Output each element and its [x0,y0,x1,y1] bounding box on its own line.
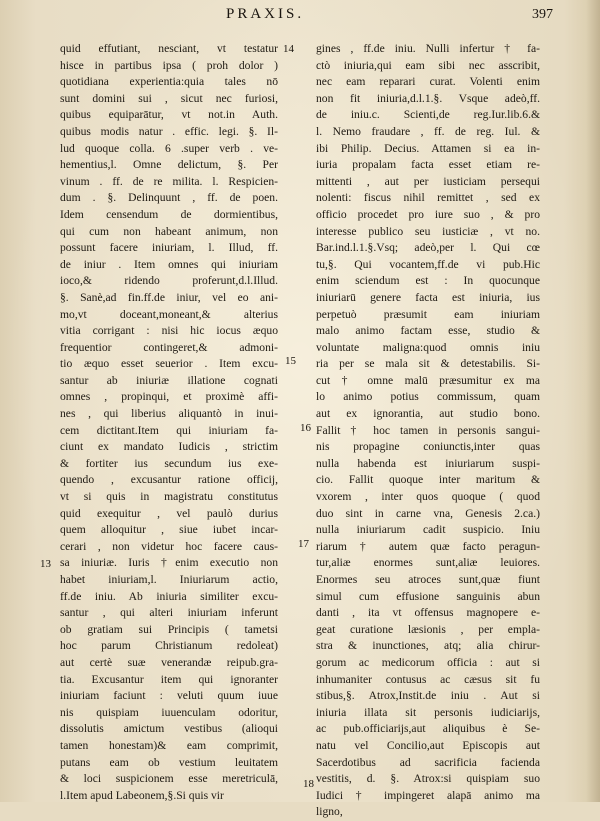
text-line: & loci suspicionem esse meretriculā, [60,772,278,786]
text-line: dissolutis amictum vestibus (alioqui [60,722,278,736]
text-line: vt si quis in magistratu constitutus [60,490,278,504]
text-line: qui cum non habeant animum, non [60,224,278,238]
text-line: malo animo factam esse, studio & [316,324,540,338]
text-line: quid exequitur , vel paulò durius [60,506,278,520]
text-line: Bar.ind.l.1.§.Vsq; adeò,per l. Qui cœ [316,241,540,255]
text-line: nolenti: fiscus nihil remittet , sed ex [316,191,540,205]
text-line: voluntate maligna:quod omnis iniu [316,340,540,354]
text-line: stibus,§. Atrox,Instit.de iniu . Aut si [316,689,540,703]
text-line: santur ab iniuriæ illatione cognati [60,373,278,387]
text-line: tu,§. Qui vocantem,ff.de vi pub.Hic [316,257,540,271]
text-line: lo animo potius commissum, quam [316,390,540,404]
text-line: officio procedet pro iure suo , & pro [316,207,540,221]
text-line: danti , ita vt offensus magnopere e- [316,606,540,620]
text-line: quem alloquitur , siue iubet incar- [60,523,278,537]
text-line: de iniur . Item omnes qui iniuriam [60,257,278,271]
text-line: nulla habenda est iniuriarum suspi- [316,456,540,470]
left-text-column [60,41,278,804]
text-line: quibus modis natur . effic. legi. §. Il- [60,124,278,138]
text-line: iniuriarū genere facta est iniuria, ius [316,290,540,304]
text-line: simul cum effusione sanguinis abun [316,589,540,603]
text-line: gines , ff.de iniu. Nulli infertur † fa- [316,42,540,55]
text-line: ria per se mala sit & detestabilis. Si- [316,357,540,371]
text-line: inhumaniter contusus ac cæsus sit fu [316,672,540,686]
text-line: cio. Fallit quoque inter maritum & [316,473,540,487]
text-line: iniuria illata sit personis iudiciarijs, [316,705,540,719]
text-line: frequentior contingeret,& admoni- [60,340,278,354]
text-line: iuria propalam facta esset etiam re- [316,158,540,172]
running-head [0,6,600,28]
text-line: geat curatione læsionis , per empla- [316,622,540,636]
marginal-number: 18 [303,778,314,790]
text-line: possunt facere iniuriam, l. Illud, ff. [60,241,278,255]
text-line: ioco,& ridendo proferunt,d.l.Illud. [60,274,278,288]
text-line: l. Nemo fraudare , ff. de reg. Iul. & [316,124,540,138]
text-line: nes , qui liberius aliquantò in inui- [60,407,278,421]
text-line: tia. Excusantur item qui ignoranter [60,672,278,686]
text-line: mo,vt doceant,moneant,& alterius [60,307,278,321]
text-line: sunt domini sui , sicut nec furiosi, [60,91,278,105]
text-line: iniuriam faciunt : veluti quum iuue [60,689,278,703]
text-line: omnes , propinqui, et proximè affi- [60,390,278,404]
right-text-column [316,41,540,821]
text-line: aut ex ignorantia, aut studio bono. [316,407,540,421]
text-line: Sacerdotibus ad sacrificia facienda [316,755,540,769]
text-line: duo sint in carne vna, Genesis 2.ca.) [316,506,540,520]
text-line: vinum . ff. de re milita. l. Respicien- [60,174,278,188]
marginal-number: 16 [300,422,311,434]
text-line: vestitis, d. §. Atrox:si quispiam suo [316,772,540,786]
text-line: Idem censendum de dormientibus, [60,207,278,221]
text-line: perpetuò præsumit eam iniuriam [316,307,540,321]
marginal-number: 17 [298,538,309,550]
text-line: santur , qui alteri iniuriam inferunt [60,606,278,620]
text-line: quendo , excusantur ratione officij, [60,473,278,487]
text-line: putans eam ob vestium leuitatem [60,755,278,769]
text-line: nis quispiam iuuenculam odoritur, [60,705,278,719]
text-line: tio æquo esset seuerior . Item excu- [60,357,278,371]
text-line: enim sciendum est : In quocunque [316,274,540,288]
text-line: de iniu.c. Scienti,de reg.Iur.lib.6.& [316,108,540,122]
text-line: ligno, [316,805,343,819]
text-line: §. Sanè,ad fin.ff.de iniur, vel eo ani- [60,290,278,304]
text-line: quibus equiparātur, vt not.in Auth. [60,108,278,122]
text-line: natu vel Concilio,aut Episcopis aut [316,738,540,752]
text-line: vitia corrigant : nisi hic iocus æquo [60,324,278,338]
text-line: ibi Philip. Decius. Attamen si ea in- [316,141,540,155]
text-line: tamen honestam)& eam comprimit, [60,738,278,752]
text-line: ciunt ex mandato Iudicis , strictim [60,440,278,454]
text-line: cerari , non videtur hoc facere caus- [60,539,278,553]
marginal-number: 14 [283,43,294,55]
text-line: ac pub.officiarijs,aut aliquibus è Se- [316,722,540,736]
text-line: l.Item apud Labeonem,§.Si quis vir [60,788,224,802]
text-line: ff.de iniu. Ab iniuria similiter excu- [60,589,278,603]
text-line: sa iniuriæ. Iuris †enim executio non [60,556,278,570]
text-line: dum . §. Delinquunt , ff. de poen. [60,191,278,205]
text-line: nec eam reparari curat. Volenti enim [316,75,540,89]
page-title: PRAXIS. [226,6,305,22]
page-number: 397 [532,7,553,22]
text-line: stra & inunctiones, atq; alia chirur- [316,639,540,653]
text-line: ob gratiam sui Principis ( tametsi [60,622,278,636]
text-line: riarum † autem quæ facto peragun- [316,539,540,553]
text-line: Enormes seu atroces sunt,quæ fiunt [316,573,540,586]
text-line: cem dictitant.Item qui iniuriam fa- [60,423,278,437]
text-line: & fortiter ius secundum ius exe- [60,456,278,470]
marginal-number: 15 [285,355,296,367]
marginal-number: 13 [40,558,51,570]
page-edge-shadow [586,0,600,802]
text-line: Iudici † impingeret alapā animo ma [316,788,540,802]
text-line: ctò iniuria,qui eam sibi nec asscribit, [316,58,540,72]
text-line: nulla iniuriarum cadit suspicio. Iniu [316,523,540,537]
text-line: quotidiana experientia:quia tales nō [60,75,278,89]
text-line: hoc parum Christianum redoleat) [60,639,278,653]
text-line: non fit iniuria,d.l.1.§. Vsque adeò,ff. [316,91,540,105]
text-line: interesse publico seu iusticiæ , vt no. [316,224,540,238]
text-line: tur,aliæ enormes sunt,aliæ leuiores. [316,556,540,570]
text-line: lud quoque colla. 6 .super verb . ve- [60,141,278,155]
text-line: hisce in partibus ipsa ( proh dolor ) [60,58,278,72]
text-line: aut certè suæ venerandæ reipub.gra- [60,655,278,669]
text-line: nis propagine coniunctis,inter quas [316,440,540,454]
text-line: vxorem , inter quos quoque ( quod [316,490,540,504]
text-line: hementius,l. Omne delictum, §. Per [60,158,278,172]
text-line: mittenti , aut per iusticiam persequi [316,174,540,188]
text-line: Fallit † hoc tamen in personis sangui- [316,423,540,437]
text-line: gorum ac medicorum officia : aut si [316,655,540,669]
text-line: cut † omne malū præsumitur ex ma [316,373,540,387]
text-line: habet iniuriam,l. Iniuriarum actio, [60,573,278,586]
text-line: quid effutiant, nesciant, vt testatur [60,42,278,55]
